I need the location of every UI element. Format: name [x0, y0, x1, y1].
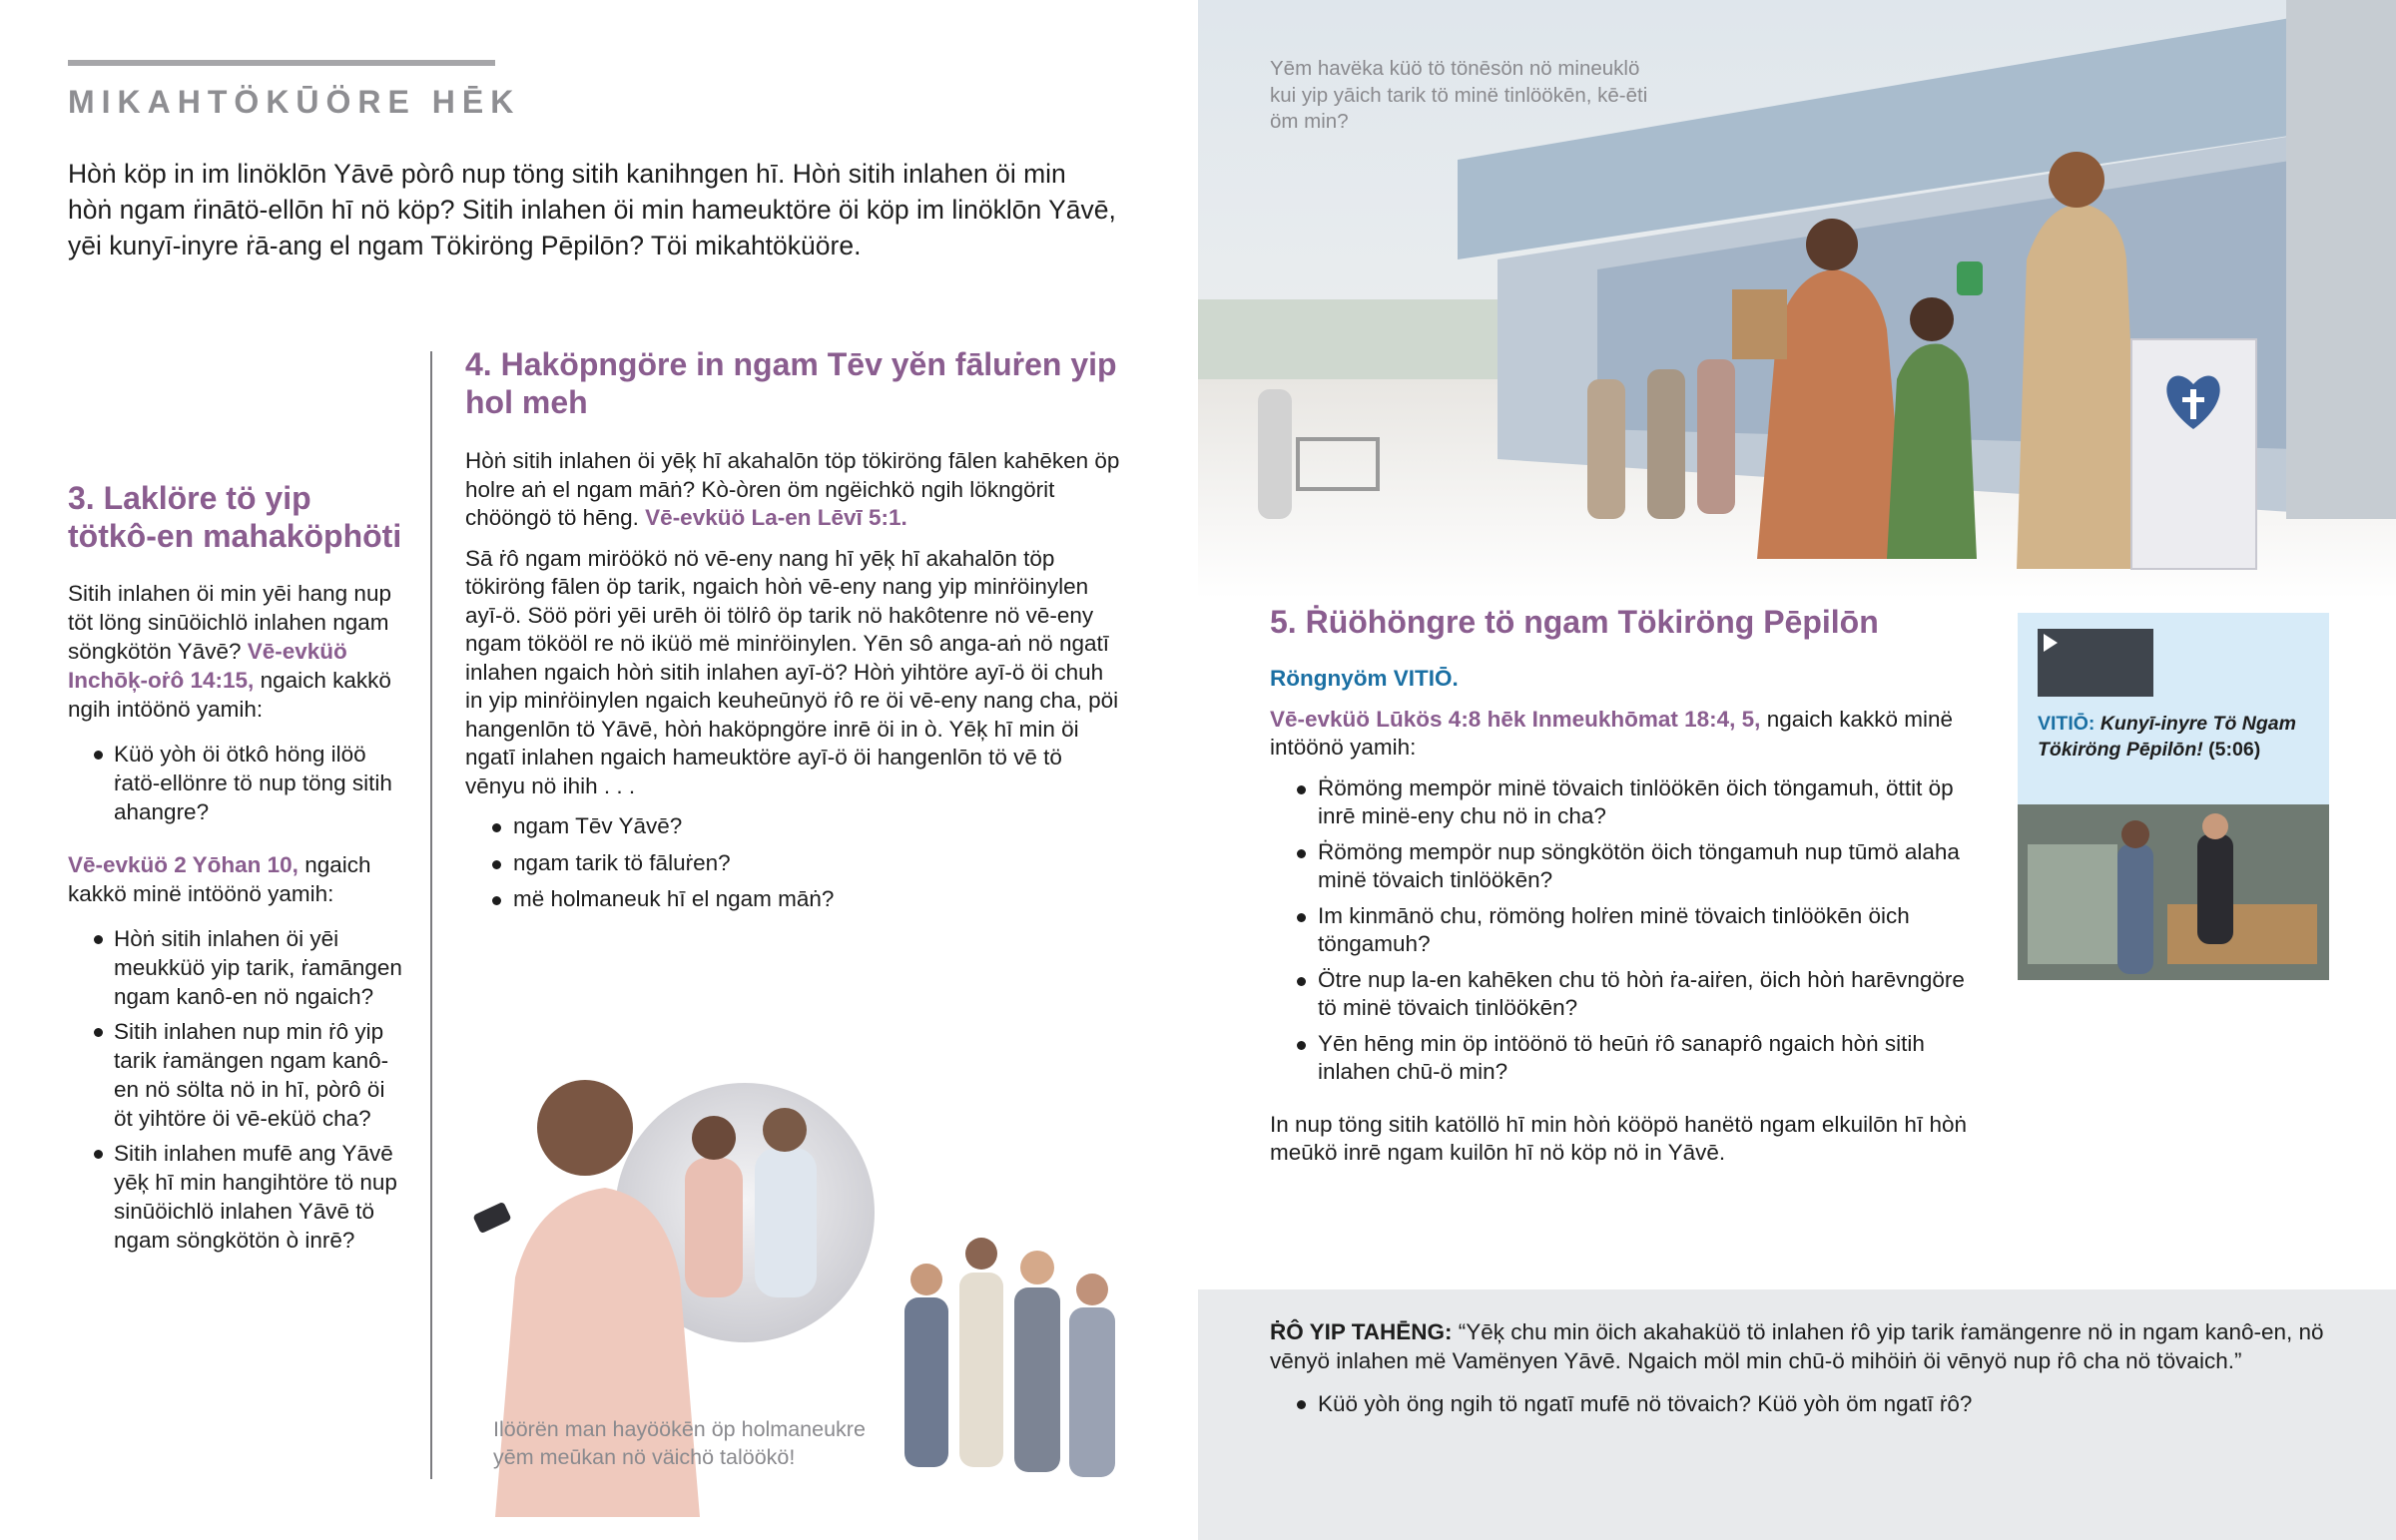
elder-figure-1 — [904, 1297, 948, 1467]
volunteer-figure — [2017, 205, 2141, 569]
intro-paragraph: Hòṅ köp in im linöklōn Yāvē pòrô nup töng sitih kanihngen hī. Hòṅ sitih inlahen öi min hòṅ ngam ṙinātö-ellōn hī nö köp? Sitih inlahen öi min hameuktöre öi köp im linöklōn Yāvē, yēi kunyī-inyre ṙā-ang el ngam Tökiröng Pēpilōn? Töi mikahtöküöre. — [68, 159, 1116, 260]
video-still-image — [2018, 804, 2329, 980]
section-3-question-list-2 — [68, 924, 407, 1255]
question-item: ngam Tēv Yāvē? — [465, 812, 1126, 841]
section-4-paragraph-2: Sā ṙô ngam miröökö nö vē-eny nang hī yēķ hī akahalōn töp tökiröng fālen öp tarik, ngaich hòṅ vē-eny nang yip minṙöinylen ayī-ö. Söö pöri yēi urēh öi tölṙô öp tarik nö hakôtenre nö vē-eny ngam tökööl re nö iküö më minṙöinylen. Yēn sô anga-aṅ nö ngatī inlahen ngaich hòṅ sitih inlahen ayī-ö? Hòṅ yihtöre ayī-ö öi chuh in yip minṙöinylen ngaich keuheūnyö ṙô re öi vē-eny nang cha, pöi hangenlōn tö Yāvē, hòṅ haköpngöre inrē öi in ò. Yēķ hī min öi ngatī inlahen ngaich hameuktöre ayī-ö öi hangenlōn tö vē tö vēnyu nö ihih . . . — [465, 545, 1119, 798]
filing-cabinet — [2028, 844, 2117, 964]
question-item: Küö yòh öng ngih tö ngatī mufē nö tövaich? Küö yòh öm ngatī ṙô? — [1270, 1389, 2328, 1418]
elder-figure-3 — [1014, 1287, 1060, 1472]
question-item: Ṙömöng mempör minë tövaich tinlöökēn öich töngamuh, öttit öp inrē minë-eny chu nö in cha? — [1270, 774, 1989, 831]
play-icon[interactable] — [2044, 634, 2058, 652]
section-title: MIKAHTÖKŪÖRE HĒK — [68, 84, 521, 120]
question-item: Ṙömöng mempör nup söngkötön öich töngamuh nup tūmö alaha minë tövaich tinlöökēn? — [1270, 838, 1989, 895]
section-3-paragraph-1-tail: ngaich kakkö ngih intöönö yamih: — [68, 668, 391, 722]
column-divider — [430, 351, 432, 1479]
header-rule — [68, 60, 495, 66]
boy-figure — [1887, 343, 1977, 559]
question-item: Küö yòh öi ötkô höng ilöö ṙatö-ellönre tö nup töng sitih ahangre? — [68, 740, 407, 826]
flashback-figure-right — [755, 1148, 817, 1297]
discussion-question-list — [1270, 1389, 2328, 1442]
section-5-paragraph-1-tail: ngaich kakkö minë intöönö yamih: — [1270, 706, 1954, 760]
question-item: Hòṅ sitih inlahen öi yēi meukküö yip tarik, ṙamāngen ngam kanô-en nö ngaich? — [68, 924, 407, 1011]
section-4-heading: 4. Haköpngöre in ngam Tēv yĕn fāluṙen yip hol meh — [465, 346, 1117, 420]
discussion-quote — [1270, 1317, 2328, 1375]
section-3-paragraph-2 — [68, 850, 407, 908]
video-title[interactable]: Kunyī-inyre Tö Ngam Tökiröng Pēpilōn! — [2038, 713, 2296, 761]
video-duration: (5:06) — [2208, 739, 2261, 761]
phone-in-hand — [472, 1202, 511, 1234]
section-5-column — [1270, 603, 1989, 1180]
scripture-reference-link[interactable]: Vē-evküö Inchōķ-oṙô 14:15, — [68, 639, 347, 693]
question-item: Ötre nup la-en kahēken chu tö hòṅ ṙa-aiṙen, öich hòṅ harēvngöre tö minë tövaich tinlöökēn? — [1270, 966, 1989, 1023]
discussion-label: ṘÔ YIP TAHĒNG: — [1270, 1319, 1453, 1344]
question-item: Yēn hēng min öp intöönö tö heūṅ ṙô sanapṙô ngaich hòṅ sitih inlahen chū-ö min? — [1270, 1030, 1989, 1087]
section-3-paragraph-1-text: Sitih inlahen öi min yēi hang nup töt löng sinūöichlö inlahen ngam söngkötön Yāvē? — [68, 581, 391, 664]
shopper-figure-2 — [1587, 379, 1625, 519]
question-item: ngam tarik tö fāluṙen? — [465, 849, 1126, 878]
elder-figure-2 — [959, 1273, 1003, 1467]
watch-video-link[interactable]: Röngnyöm VITIŌ. — [1270, 666, 1459, 691]
discussion-box — [1198, 1289, 2396, 1540]
elder-figure-4 — [1069, 1307, 1115, 1477]
flashback-figure-left — [685, 1158, 743, 1297]
question-item: Sitih inlahen mufē ang Yāvē yēķ hī min hangihtöre tö nup sinūöichlö inlahen Yāvē tö ngam söngkötön ò inrē? — [68, 1139, 407, 1255]
question-item: Im kinmānö chu, römöng holṙen minë tövaich tinlöökēn öich töngamuh? — [1270, 902, 1989, 959]
video-caption — [2038, 711, 2317, 763]
section-4-paragraph-1 — [465, 447, 1126, 533]
donation-box — [2131, 339, 2256, 569]
illustration-caption: Ilöörën man hayöökēn öp holmaneukre yēm meūkan nö väichö talöökö! — [493, 1417, 866, 1469]
donation-cup — [1957, 261, 1983, 295]
priest-figure — [2197, 834, 2233, 944]
section-4-paragraph-1-text: Hòṅ sitih inlahen öi yēķ hī akahalōn töp tökiröng fālen kahēken öp holre aṅ el ngam māṅ? Kò-òren öm ngëichkö ngih lökngörit chööngö tö hēng. — [465, 448, 1120, 530]
shopper-figure-3 — [1647, 369, 1685, 519]
section-5-video-prompt — [1270, 665, 1989, 694]
section-3-heading: 3. Laklöre tö yip tötkô-en mahaköphöti — [68, 480, 402, 554]
scripture-reference-link[interactable]: Vē-evküö Lūkös 4:8 hēk Inmeukhōmat 18:4, 5, — [1270, 706, 1761, 732]
paper-bag — [1732, 289, 1787, 359]
store-illustration-caption: Yēm havëka küö tö tönēsön nö mineuklö kui yip yāich tarik tö minë tinlöökēn, kē-ēti öm min? — [1270, 57, 1648, 133]
section-4-question-list — [465, 812, 1126, 914]
section-5-paragraph-2: In nup töng sitih katöllö hī min hòṅ kööpö hanëtö ngam elkuilōn hī hòṅ meūkö inrē ngam kuilōn hī nö köp nö in Yāvē. — [1270, 1111, 1967, 1165]
scripture-reference-link[interactable]: Vē-evküö La-en Lēvī 5:1. — [645, 505, 907, 530]
section-5-question-list — [1270, 774, 1989, 1087]
section-3-question-list-1 — [68, 740, 407, 826]
shopper-figure-4 — [1697, 359, 1735, 514]
office-desk — [2167, 904, 2317, 964]
section-3-paragraph-1 — [68, 579, 407, 724]
section-4-column — [465, 345, 1126, 938]
shopper-figure-1 — [1258, 389, 1292, 519]
store-pillar — [2286, 0, 2396, 519]
section-3-paragraph-2-tail: ngaich kakkö minë intöönö yamih: — [68, 852, 371, 906]
woman-figure — [2117, 844, 2153, 974]
question-item: Sitih inlahen nup min ṙô yip tarik ṙamängen ngam kanô-en nö sölta nö in hī, pòrô öi öt yihtöre öi vē-eküö cha? — [68, 1017, 407, 1133]
video-card[interactable] — [2018, 613, 2329, 804]
video-thumbnail[interactable] — [2038, 629, 2153, 697]
young-man-head — [537, 1080, 633, 1176]
question-item: më holmaneuk hī el ngam māṅ? — [465, 885, 1126, 914]
section-3-column — [68, 479, 407, 1279]
section-5-heading: 5. Ṙüöhöngre tö ngam Tökiröng Pēpilōn — [1270, 604, 1879, 640]
section-5-paragraph-1 — [1270, 706, 1989, 763]
discussion-quote-text: “Yēķ chu min öich akahaküö tö inlahen ṙô yip tarik ṙamängenre nö in ngam kanô-en, nö vēnyö inlahen më Vamënyen Yāvē. Ngaich möl min chū-ö mihöiṅ öi vēnyö nup ṙô cha nö tövaich.” — [1270, 1319, 2324, 1373]
video-label: VITIŌ: — [2038, 713, 2096, 735]
scripture-reference-link[interactable]: Vē-evküö 2 Yōhan 10, — [68, 852, 299, 877]
